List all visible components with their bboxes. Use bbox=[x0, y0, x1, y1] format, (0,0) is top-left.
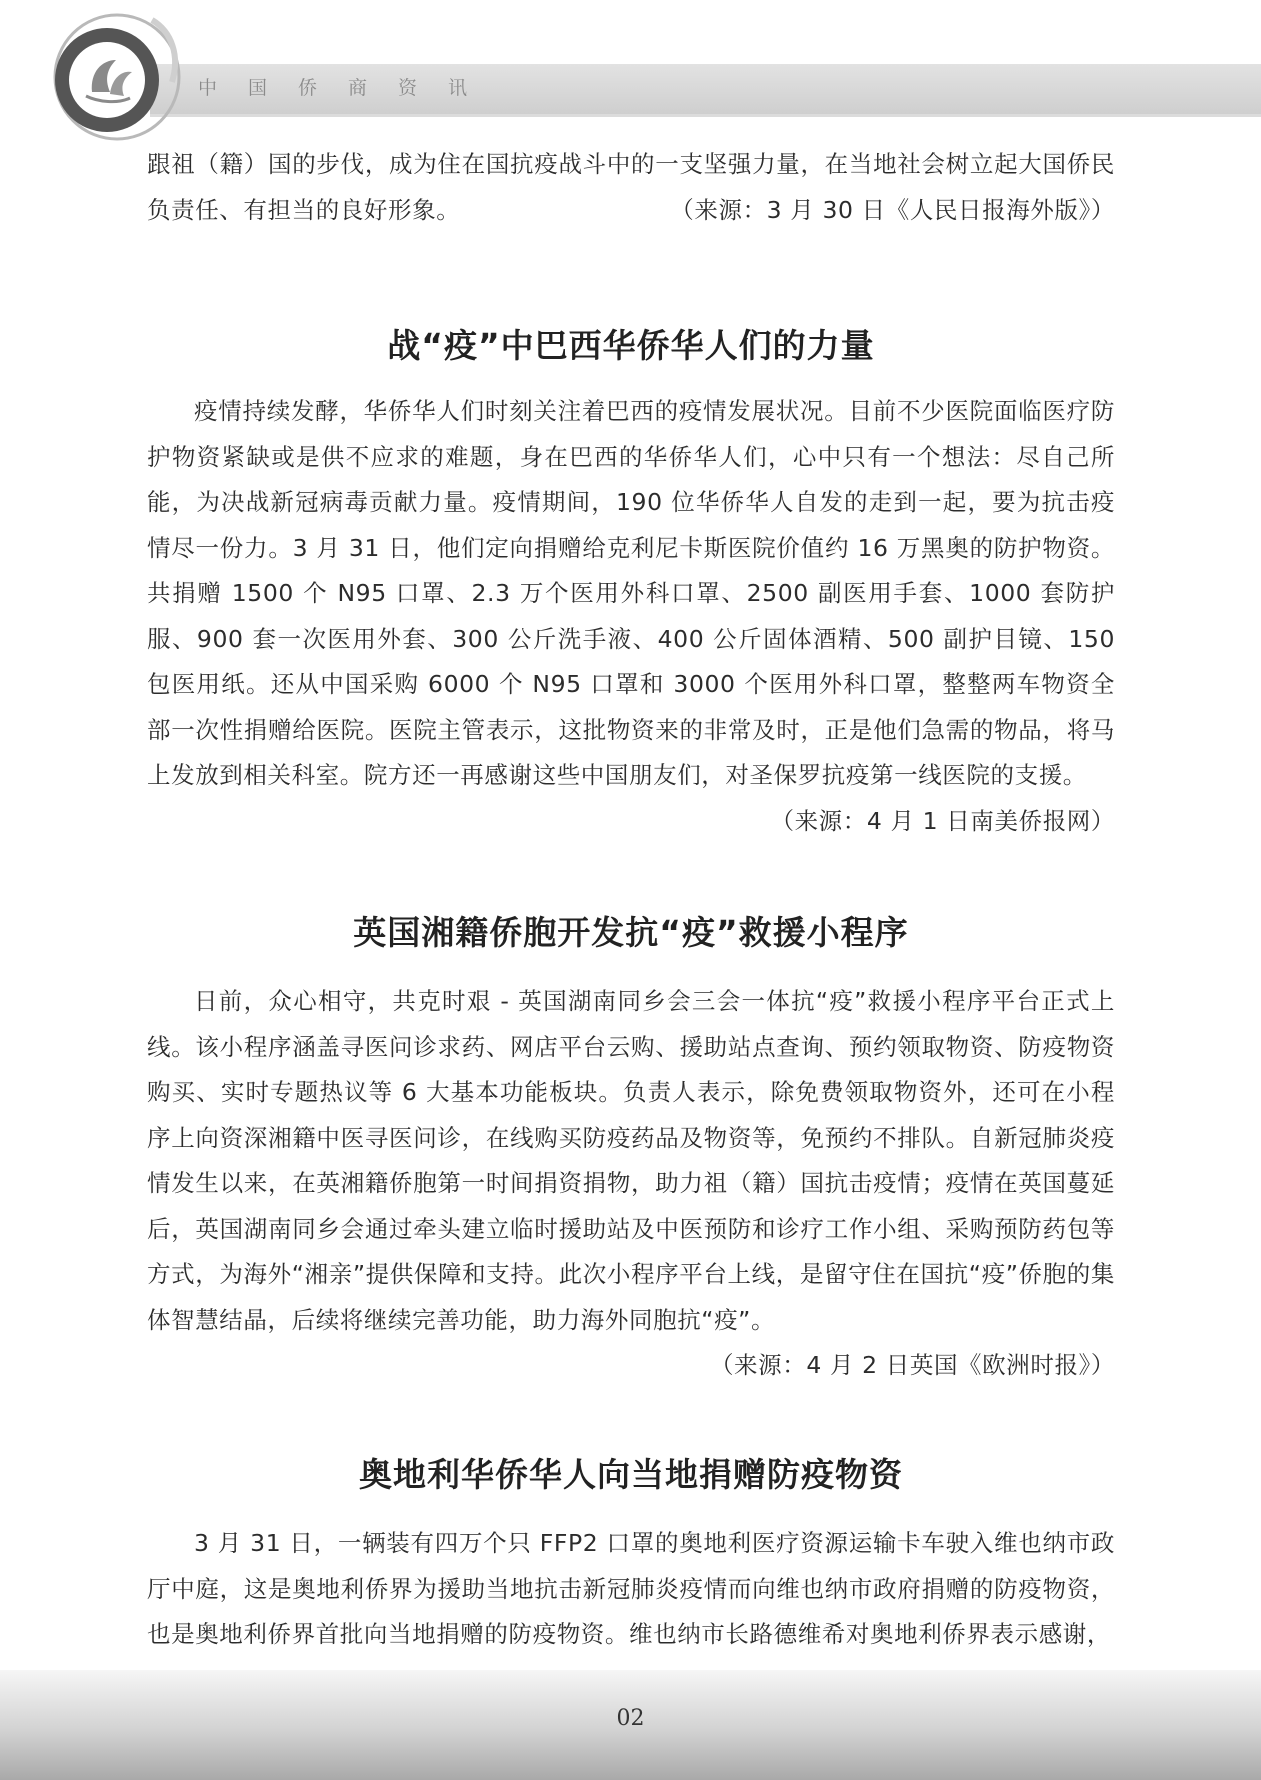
article-2-body bbox=[147, 979, 1115, 1389]
article-title: 奥地利华侨华人向当地捐赠防疫物资 bbox=[359, 1455, 903, 1494]
article-paragraph: 3 月 31 日，一辆装有四万个只 FFP2 口罩的奥地利医疗资源运输卡车驶入维也纳市政厅中庭，这是奥地利侨界为援助当地抗击新冠肺炎疫情而向维也纳市政府捐赠的防疫物资，也是奥地利侨界首批向当地捐赠的防疫物资。维也纳市长路德维希对奥地利侨界表示感谢， bbox=[147, 1529, 1115, 1648]
article-source: （来源：4 月 2 日英国《欧洲时报》） bbox=[709, 1351, 1115, 1379]
article-1 bbox=[147, 322, 1115, 370]
article-title: 战“疫”中巴西华侨华人们的力量 bbox=[387, 326, 875, 365]
article-2 bbox=[147, 909, 1115, 957]
article-3 bbox=[147, 1451, 1115, 1499]
article-title: 英国湘籍侨胞开发抗“疫”救援小程序 bbox=[353, 913, 909, 952]
intro-block bbox=[147, 142, 1115, 233]
association-logo bbox=[52, 12, 182, 142]
intro-paragraph: 跟祖（籍）国的步伐，成为住在国抗疫战斗中的一支坚强力量，在当地社会树立起大国侨民负责任、有担当的良好形象。 （来源：3 月 30 日《人民日报海外版》） bbox=[147, 142, 1115, 233]
article-paragraph: 疫情持续发酵，华侨华人们时刻关注着巴西的疫情发展状况。目前不少医院面临医疗防护物资紧缺或是供不应求的难题，身在巴西的华侨华人们，心中只有一个想法：尽自己所能，为决战新冠病毒贡献力量。疫情期间，190 位华侨华人自发的走到一起，要为抗击疫情尽一份力。3 月 31 日，他们定向捐赠给克利尼卡斯医院价值约 16 万黑奥的防护物资。共捐赠 1500 个 N95 口罩、2.3 万个医用外科口罩、2500 副医用手套、1000 套防护服、900 套一次医用外套、300 公斤洗手液、400 公斤固体酒精、500 副护目镜、150 包医用纸。还从中国采购 6000 个 N95 口罩和 3000 个医用外科口罩，整整两车物资全部一次性捐赠给医院。医院主管表示，这批物资来的非常及时，正是他们急需的物品，将马上发放到相关科室。院方还一再感谢这些中国朋友们，对圣保罗抗疫第一线医院的支援。 bbox=[147, 397, 1115, 789]
intro-source: （来源：3 月 30 日《人民日报海外版》） bbox=[670, 195, 1115, 224]
header-title: 中国侨商资讯 bbox=[198, 77, 499, 99]
article-1-body bbox=[147, 389, 1115, 844]
page-number: 02 bbox=[616, 1706, 645, 1731]
article-source: （来源：4 月 1 日南美侨报网） bbox=[770, 806, 1115, 835]
article-3-body bbox=[147, 1521, 1115, 1658]
article-paragraph: 日前，众心相守，共克时艰 - 英国湖南同乡会三会一体抗“疫”救援小程序平台正式上线。该小程序涵盖寻医问诊求药、网店平台云购、援助站点查询、预约领取物资、防疫物资购买、实时专题热议等 6 大基本功能板块。负责人表示，除免费领取物资外，还可在小程序上向资深湘籍中医寻医问诊，在线购买防疫药品及物资等，免预约不排队。自新冠肺炎疫情发生以来，在英湘籍侨胞第一时间捐资捐物，助力祖（籍）国抗击疫情；疫情在英国蔓延后，英国湖南同乡会通过牵头建立临时援助站及中医预防和诊疗工作小组、采购预防药包等方式，为海外“湘亲”提供保障和支持。此次小程序平台上线，是留守住在国抗“疫”侨胞的集体智慧结晶，后续将继续完善功能，助力海外同胞抗“疫”。 bbox=[147, 987, 1115, 1334]
